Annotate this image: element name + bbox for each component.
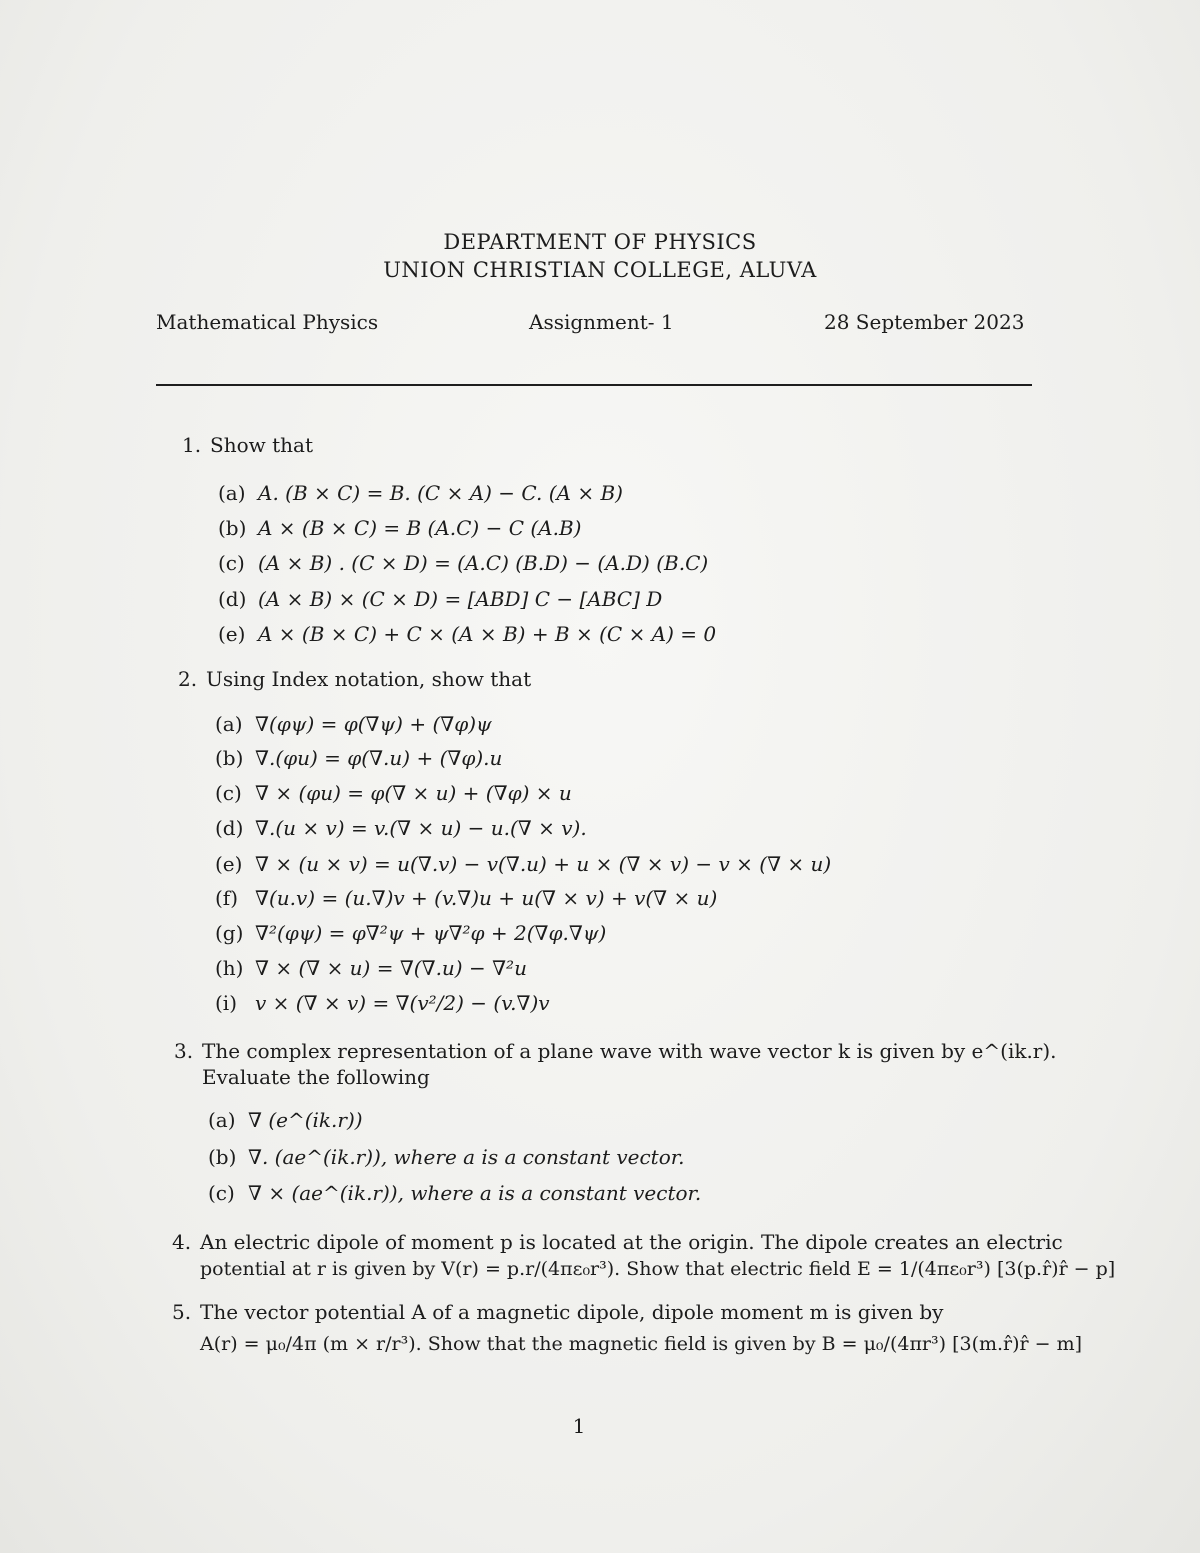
question-4 (172, 1229, 1063, 1255)
part-label: (f) (215, 886, 239, 910)
question-part (218, 622, 716, 646)
part-label: (d) (218, 587, 247, 611)
assignment-title: Assignment- 1 (529, 310, 674, 334)
part-label: (e) (215, 852, 243, 876)
question-part (208, 1145, 684, 1169)
question-part (208, 1108, 363, 1132)
college-heading: UNION CHRISTIAN COLLEGE, ALUVA (383, 258, 817, 282)
part-label: (e) (218, 622, 246, 646)
question-part (218, 481, 623, 505)
question-4-continued (200, 1256, 1115, 1282)
part-text: ∇²(φψ) = φ∇²ψ + ψ∇²φ + 2(∇φ.∇ψ) (255, 921, 607, 945)
question-part (215, 816, 587, 840)
assignment-date: 28 September 2023 (824, 310, 1025, 334)
question-5-continued (200, 1331, 1082, 1357)
question-3-continued (202, 1064, 430, 1090)
question-1 (182, 432, 313, 458)
course-title: Mathematical Physics (156, 310, 379, 334)
question-text: The complex representation of a plane wave with wave vector k is given by e^(ik.r). (202, 1039, 1057, 1063)
part-label: (d) (215, 816, 244, 840)
question-part (215, 852, 831, 876)
part-label: (a) (208, 1108, 236, 1132)
question-part (208, 1181, 701, 1205)
question-text: Show that (210, 433, 313, 457)
part-text: ∇ × (φu) = φ(∇ × u) + (∇φ) × u (255, 781, 572, 805)
question-text-continued: A(r) = μ₀/4π (m × r/r³). Show that the magnetic field is given by B = μ₀/(4πr³) [3(m.r̂)r̂ − m] (200, 1333, 1083, 1355)
part-text: A × (B × C) + C × (A × B) + B × (C × A) = 0 (258, 622, 717, 646)
question-2 (178, 666, 531, 692)
part-label: (b) (208, 1145, 237, 1169)
part-label: (a) (218, 481, 246, 505)
question-part (218, 516, 581, 540)
page-number: 1 (572, 1414, 586, 1438)
question-number: 3. (174, 1039, 194, 1063)
part-label: (g) (215, 921, 244, 945)
part-text: A. (B × C) = B. (C × A) − C. (A × B) (258, 481, 623, 505)
question-3 (174, 1038, 1057, 1064)
question-number: 4. (172, 1230, 192, 1254)
part-text: ∇ × (ae^(ik.r)), where a is a constant vector. (248, 1181, 702, 1205)
question-text-continued: Evaluate the following (202, 1065, 430, 1089)
question-part (215, 921, 606, 945)
part-text: v × (∇ × v) = ∇(v²/2) − (v.∇)v (255, 991, 550, 1015)
part-text: ∇.(u × v) = v.(∇ × u) − u.(∇ × v). (255, 816, 587, 840)
part-label: (c) (215, 781, 242, 805)
part-label: (c) (218, 551, 245, 575)
question-text: An electric dipole of moment p is located at the origin. The dipole creates an electric (200, 1230, 1063, 1254)
question-part (215, 781, 572, 805)
part-label: (h) (215, 956, 244, 980)
part-label: (b) (218, 516, 247, 540)
part-text: ∇(u.v) = (u.∇)v + (v.∇)u + u(∇ × v) + v(∇ × u) (255, 886, 718, 910)
question-part (218, 551, 708, 575)
question-part (215, 712, 492, 736)
question-part (215, 746, 502, 770)
question-part (215, 886, 717, 910)
part-text: (A × B) . (C × D) = (A.C) (B.D) − (A.D) (B.C) (258, 551, 709, 575)
header-divider (156, 384, 1032, 386)
question-number: 1. (182, 433, 202, 457)
part-label: (b) (215, 746, 244, 770)
question-part (215, 991, 550, 1015)
part-text: ∇ × (∇ × u) = ∇(∇.u) − ∇²u (255, 956, 527, 980)
part-label: (i) (215, 991, 238, 1015)
question-text: Using Index notation, show that (206, 667, 532, 691)
part-text: ∇ × (u × v) = u(∇.v) − v(∇.u) + u × (∇ × v) − v × (∇ × u) (255, 852, 832, 876)
question-text-continued: potential at r is given by V(r) = p.r/(4πε₀r³). Show that electric field E = 1/(4πε₀r³) [3(p.r̂)r̂ − p] (200, 1258, 1116, 1280)
part-label: (c) (208, 1181, 235, 1205)
part-text: ∇(φψ) = φ(∇ψ) + (∇φ)ψ (255, 712, 492, 736)
part-text: A × (B × C) = B (A.C) − C (A.B) (258, 516, 582, 540)
part-label: (a) (215, 712, 243, 736)
part-text: (A × B) × (C × D) = [ABD] C − [ABC] D (258, 587, 663, 611)
question-number: 5. (172, 1300, 192, 1324)
question-part (218, 587, 662, 611)
department-heading: DEPARTMENT OF PHYSICS (443, 230, 757, 254)
question-number: 2. (178, 667, 198, 691)
question-text: The vector potential A of a magnetic dipole, dipole moment m is given by (200, 1300, 944, 1324)
part-text: ∇.(φu) = φ(∇.u) + (∇φ).u (255, 746, 503, 770)
question-part (215, 956, 527, 980)
question-5 (172, 1299, 943, 1325)
part-text: ∇ (e^(ik.r)) (248, 1108, 363, 1132)
part-text: ∇. (ae^(ik.r)), where a is a constant vector. (248, 1145, 685, 1169)
